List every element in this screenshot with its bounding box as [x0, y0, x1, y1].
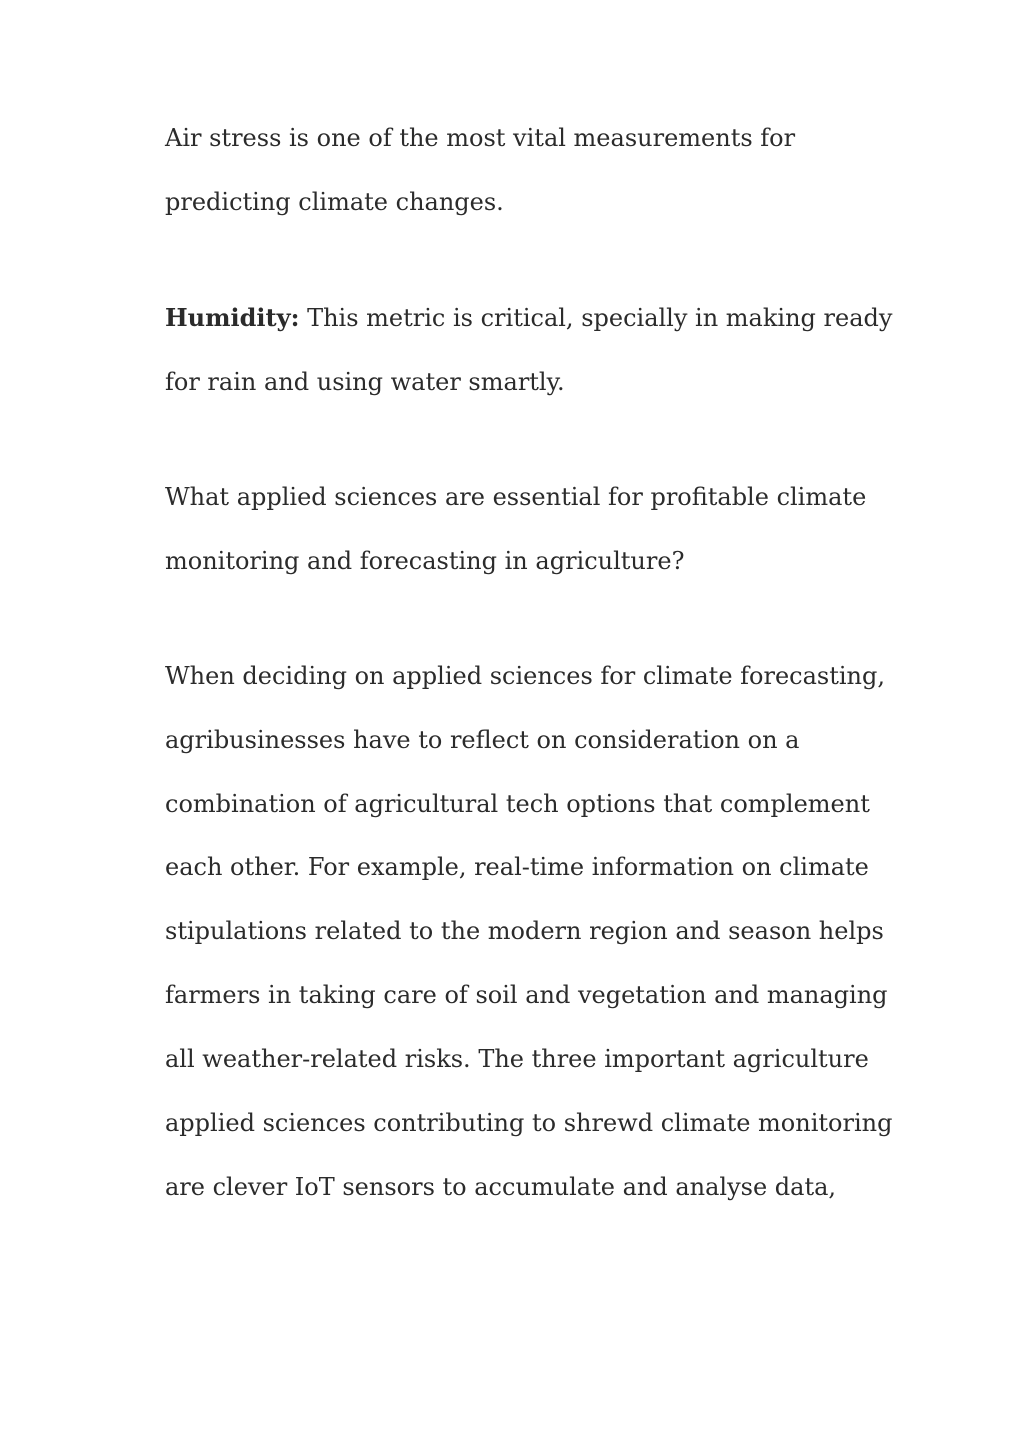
- humidity-text: This metric is critical, specially in making ready: [299, 304, 893, 332]
- paragraph-4-line-7: all weather-related risks. The three important agriculture: [165, 1045, 869, 1073]
- paragraph-4-line-1: When deciding on applied sciences for climate forecasting,: [165, 662, 885, 690]
- paragraph-2-line-1: [165, 302, 892, 334]
- paragraph-1-line-2: predicting climate changes.: [165, 188, 504, 216]
- paragraph-1-line-1: Air stress is one of the most vital measurements for: [165, 124, 796, 152]
- paragraph-4-line-5: stipulations related to the modern region and season helps: [165, 917, 884, 945]
- paragraph-4-line-8: applied sciences contributing to shrewd climate monitoring: [165, 1109, 893, 1137]
- paragraph-2-line-2: for rain and using water smartly.: [165, 368, 565, 396]
- paragraph-4-line-3: combination of agricultural tech options that complement: [165, 790, 870, 818]
- paragraph-4-line-2: agribusinesses have to reflect on consideration on a: [165, 726, 800, 754]
- paragraph-4-line-4: each other. For example, real-time information on climate: [165, 853, 869, 881]
- paragraph-4-line-6: farmers in taking care of soil and vegetation and managing: [165, 981, 888, 1009]
- paragraph-4-line-9: are clever IoT sensors to accumulate and analyse data,: [165, 1173, 837, 1201]
- paragraph-3-line-2: monitoring and forecasting in agriculture?: [165, 547, 685, 575]
- paragraph-3-line-1: What applied sciences are essential for profitable climate: [165, 483, 867, 511]
- humidity-label: Humidity:: [165, 303, 300, 332]
